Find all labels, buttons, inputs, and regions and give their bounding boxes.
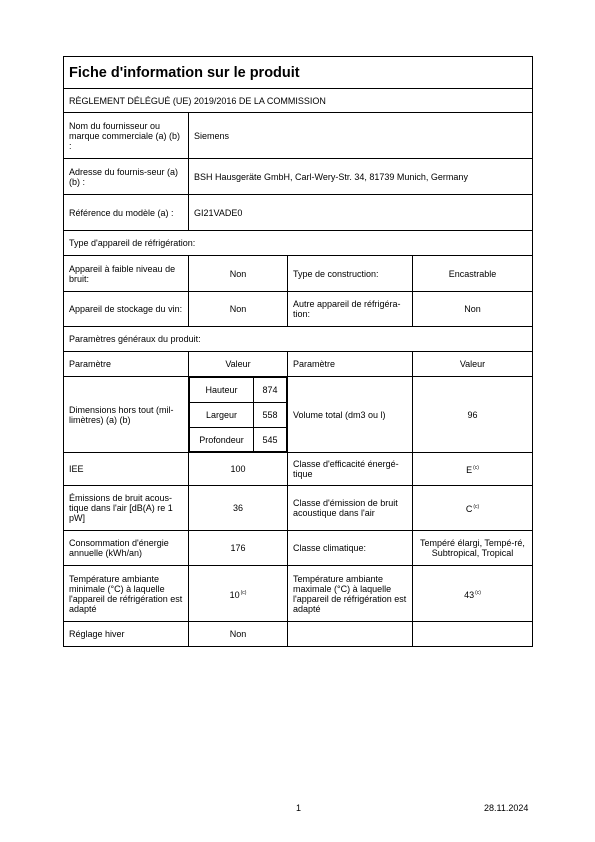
column-header-value: Valeur: [189, 352, 288, 377]
depth-label: Profondeur: [190, 428, 254, 452]
min-temp-cell: [189, 566, 288, 622]
product-sheet-table: [63, 56, 533, 647]
wine-storage-value: Non: [189, 292, 288, 327]
width-label: Largeur: [190, 403, 254, 428]
min-temp-label: Température ambiante minimale (°C) à laquelle l'appareil de réfrigération est adapté: [64, 566, 189, 622]
noise-label: Émissions de bruit acous-tique dans l'air [dB(A) re 1 pW]: [64, 486, 189, 531]
winter-value: Non: [189, 622, 288, 647]
general-params-heading: Paramètres généraux du produit:: [64, 327, 533, 352]
page-number: 1: [296, 803, 302, 813]
noise-class-cell: [413, 486, 533, 531]
min-temp-note: (c): [240, 589, 247, 596]
page-title: Fiche d'information sur le produit: [64, 57, 533, 89]
appliance-type-heading: Type d'appareil de réfrigération:: [64, 231, 533, 256]
other-appliance-value: Non: [413, 292, 533, 327]
empty-cell: [413, 622, 533, 647]
column-header-parameter-2: Paramètre: [288, 352, 413, 377]
regulation-heading: RÈGLEMENT DÉLÉGUÉ (UE) 2019/2016 DE LA COMMISSION: [64, 89, 533, 113]
consumption-label: Consommation d'énergie annuelle (kWh/an): [64, 531, 189, 566]
max-temp-note: (c): [475, 589, 481, 596]
column-header-value-2: Valeur: [413, 352, 533, 377]
total-volume-value: 96: [413, 377, 533, 453]
noise-value: 36: [189, 486, 288, 531]
construction-label: Type de construction:: [288, 256, 413, 292]
max-temp-label: Température ambiante maximale (°C) à laquelle l'appareil de réfrigération est adapté: [288, 566, 413, 622]
energy-class-cell: [413, 453, 533, 486]
noise-class-note: (c): [473, 504, 480, 510]
climate-class-label: Classe climatique:: [288, 531, 413, 566]
max-temp-cell: [413, 566, 533, 622]
width-value: 558: [254, 403, 287, 428]
wine-storage-label: Appareil de stockage du vin:: [64, 292, 189, 327]
noise-class-value: C: [465, 504, 473, 514]
dimensions-cell: [189, 377, 288, 453]
energy-class-note: (c): [473, 465, 479, 471]
total-volume-label: Volume total (dm3 ou l): [288, 377, 413, 453]
dimensions-label: Dimensions hors tout (mil-limètres) (a) (b): [64, 377, 189, 453]
model-label: Référence du modèle (a) :: [64, 195, 189, 231]
consumption-value: 176: [189, 531, 288, 566]
climate-class-value: Tempéré élargi, Tempé-ré, Subtropical, Tropical: [413, 531, 533, 566]
address-label: Adresse du fournis-seur (a) (b) :: [64, 159, 189, 195]
winter-label: Réglage hiver: [64, 622, 189, 647]
energy-class-value: E: [466, 465, 473, 475]
iee-label: IEE: [64, 453, 189, 486]
height-label: Hauteur: [190, 378, 254, 403]
model-value: GI21VADE0: [189, 195, 533, 231]
noise-class-label: Classe d'émission de bruit acoustique dans l'air: [288, 486, 413, 531]
height-value: 874: [254, 378, 287, 403]
energy-class-label: Classe d'efficacité énergé-tique: [288, 453, 413, 486]
low-noise-label: Appareil à faible niveau de bruit:: [64, 256, 189, 292]
iee-value: 100: [189, 453, 288, 486]
supplier-label: Nom du fournisseur ou marque commerciale (a) (b) :: [64, 113, 189, 159]
other-appliance-label: Autre appareil de réfrigéra-tion:: [288, 292, 413, 327]
min-temp-value: 10: [229, 589, 240, 600]
address-value: BSH Hausgeräte GmbH, Carl-Wery-Str. 34, 81739 Munich, Germany: [189, 159, 533, 195]
column-header-parameter: Paramètre: [64, 352, 189, 377]
construction-value: Encastrable: [413, 256, 533, 292]
depth-value: 545: [254, 428, 287, 452]
max-temp-value: 43: [464, 589, 475, 600]
low-noise-value: Non: [189, 256, 288, 292]
empty-cell: [288, 622, 413, 647]
footer-date: 28.11.2024: [484, 803, 529, 813]
dimensions-subtable: [189, 377, 287, 452]
supplier-value: Siemens: [189, 113, 533, 159]
